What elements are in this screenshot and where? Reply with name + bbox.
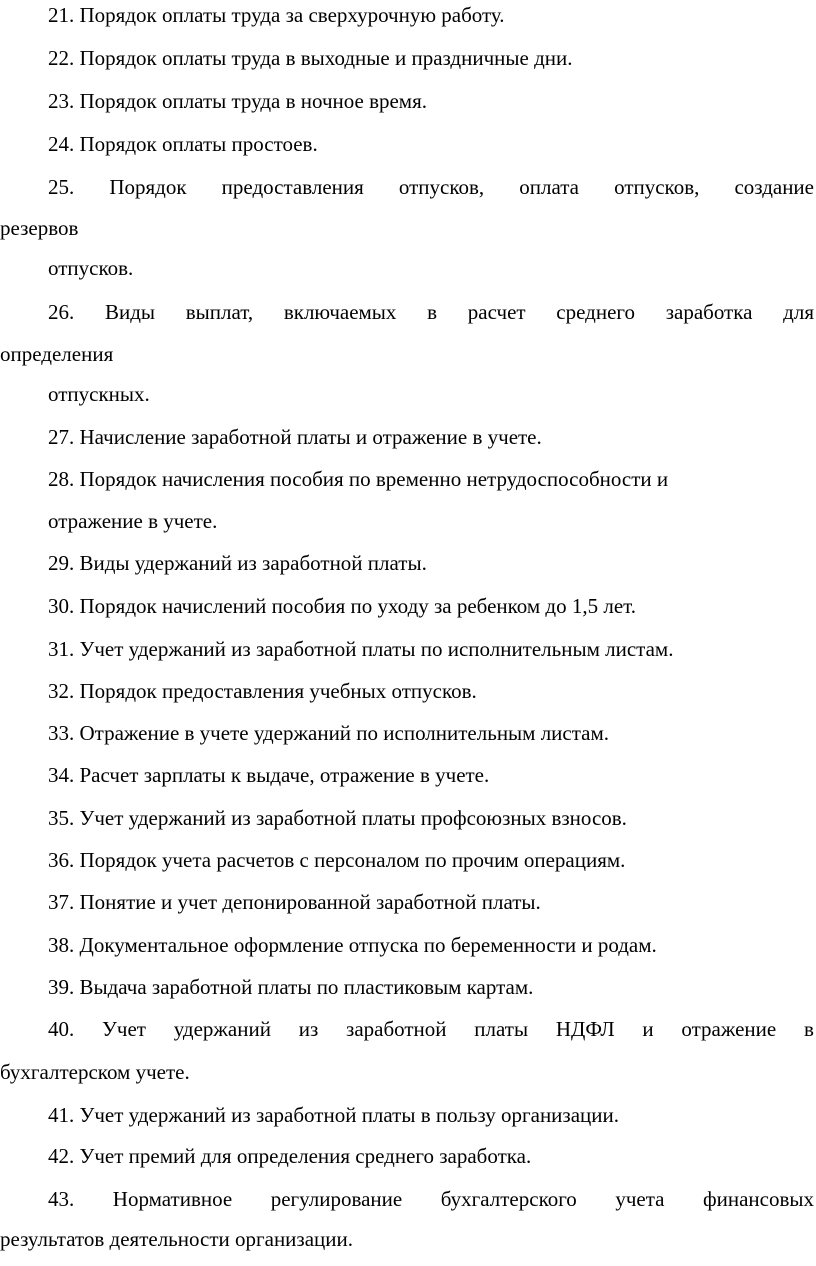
list-item-word: расчет — [467, 300, 526, 324]
list-item-word: в — [803, 1017, 814, 1041]
list-item-word: Учет — [102, 1017, 146, 1041]
list-item-word: 26. — [48, 300, 75, 324]
list-item-word: заработка — [665, 300, 753, 324]
list-item — [0, 1016, 816, 1042]
list-item-word: отражение — [681, 1017, 777, 1041]
list-item: 21. Порядок оплаты труда за сверхурочную работу. — [48, 3, 505, 27]
list-item — [0, 174, 816, 200]
list-item-word: НДФЛ — [555, 1017, 615, 1041]
list-item-wrap: бухгалтерском учете. — [0, 1060, 190, 1084]
list-item: 38. Документальное оформление отпуска по беременности и родам. — [48, 933, 657, 957]
list-item-word: бухгалтерского — [440, 1187, 577, 1211]
list-item-continuation: отражение в учете. — [48, 509, 218, 533]
list-item-word: 40. — [48, 1017, 75, 1041]
list-item-word: отпусков, — [398, 175, 485, 199]
list-item: 28. Порядок начисления пособия по временно нетрудоспособности и — [48, 467, 669, 491]
list-item-word: Виды — [104, 300, 156, 324]
list-item: 24. Порядок оплаты простоев. — [48, 132, 318, 156]
list-item-continuation: отпусков. — [48, 256, 134, 280]
list-item-word: оплата — [519, 175, 579, 199]
list-item-word: включаемых — [283, 300, 397, 324]
list-item-word: регулирование — [270, 1187, 403, 1211]
list-item: 39. Выдача заработной платы по пластиковым картам. — [48, 975, 534, 999]
list-item-wrap: резервов — [0, 216, 79, 240]
list-item-word: платы — [474, 1017, 529, 1041]
list-item-word: финансовых — [703, 1187, 814, 1211]
list-item-word: Нормативное — [112, 1187, 233, 1211]
list-item: 36. Порядок учета расчетов с персоналом по прочим операциям. — [48, 848, 626, 872]
list-item-continuation: отпускных. — [48, 382, 150, 406]
list-item: 29. Виды удержаний из заработной платы. — [48, 551, 427, 575]
list-item: 30. Порядок начислений пособия по уходу за ребенком до 1,5 лет. — [48, 594, 637, 618]
list-item-word: в — [427, 300, 438, 324]
list-item-wrap: определения — [0, 342, 114, 366]
list-item: 41. Учет удержаний из заработной платы в пользу организации. — [48, 1103, 619, 1127]
list-item-word: удержаний — [173, 1017, 271, 1041]
list-item: 23. Порядок оплаты труда в ночное время. — [48, 89, 428, 113]
list-item-word: заработной — [346, 1017, 447, 1041]
list-item-word: выплат, — [185, 300, 254, 324]
list-item — [0, 299, 816, 325]
list-item: 33. Отражение в учете удержаний по исполнительным листам. — [48, 721, 610, 745]
list-item-word: для — [783, 300, 814, 324]
list-item: 22. Порядок оплаты труда в выходные и праздничные дни. — [48, 46, 573, 70]
list-item: 37. Понятие и учет депонированной заработной платы. — [48, 890, 541, 914]
list-item: 27. Начисление заработной платы и отражение в учете. — [48, 425, 542, 449]
list-item-word: Порядок — [109, 175, 187, 199]
list-item-word: среднего — [556, 300, 635, 324]
list-item-word: создание — [734, 175, 814, 199]
list-item-word: 25. — [48, 175, 75, 199]
list-item-word: и — [642, 1017, 654, 1041]
list-item: 31. Учет удержаний из заработной платы по исполнительным листам. — [48, 637, 674, 661]
list-item: 32. Порядок предоставления учебных отпусков. — [48, 679, 477, 703]
list-item — [0, 1186, 816, 1212]
list-item-word: из — [298, 1017, 319, 1041]
list-item-word: предоставления — [221, 175, 364, 199]
list-item: 42. Учет премий для определения среднего заработка. — [48, 1144, 532, 1168]
list-item-word: 43. — [48, 1187, 75, 1211]
list-item-word: отпусков, — [614, 175, 700, 199]
list-item: 34. Расчет зарплаты к выдаче, отражение в учете. — [48, 763, 490, 787]
list-item: 35. Учет удержаний из заработной платы профсоюзных взносов. — [48, 806, 627, 830]
list-item-wrap: результатов деятельности организации. — [0, 1227, 354, 1251]
list-item-word: учета — [615, 1187, 665, 1211]
